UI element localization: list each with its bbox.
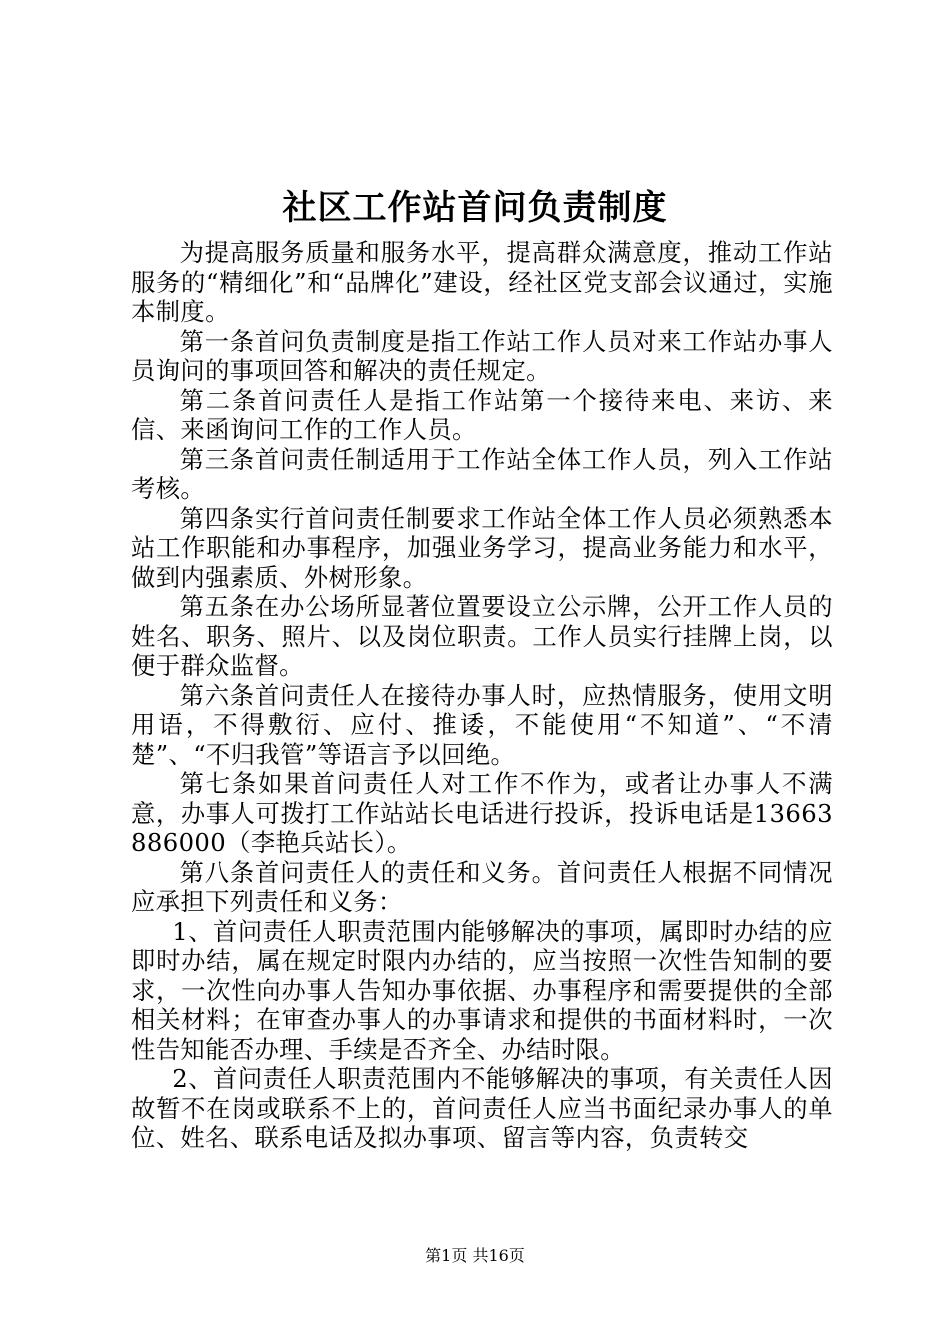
paragraph-article-4: 第四条实行首问责任制要求工作站全体工作人员必须熟悉本站工作职能和办事程序，加强业务学习，提高业务能力和水平，做到内强素质、外树形象。 — [131, 503, 833, 592]
paragraph-article-2: 第二条首问责任人是指工作站第一个接待来电、来访、来信、来函询问工作的工作人员。 — [131, 385, 833, 444]
paragraph-article-1: 第一条首问负责制度是指工作站工作人员对来工作站办事人员询问的事项回答和解决的责任规定。 — [131, 326, 833, 385]
paragraph-article-5: 第五条在办公场所显著位置要设立公示牌，公开工作人员的姓名、职务、照片、以及岗位职责。工作人员实行挂牌上岗，以便于群众监督。 — [131, 592, 833, 680]
paragraph-item-2: 2、首问责任人职责范围内不能够解决的事项，有关责任人因故暂不在岗或联系不上的，首问责任人应当书面纪录办事人的单位、姓名、联系电话及拟办事项、留言等内容，负责转交 — [131, 1064, 833, 1152]
paragraph-intro: 为提高服务质量和服务水平，提高群众满意度，推动工作站服务的“精细化”和“品牌化”建设，经社区党支部会议通过，实施本制度。 — [131, 238, 833, 326]
paragraph-article-6: 第六条首问责任人在接待办事人时，应热情服务，使用文明用语，不得敷衍、应付、推诿，不能使用“不知道”、“不清楚”、“不归我管”等语言予以回绝。 — [131, 680, 833, 769]
document-body — [131, 238, 833, 1153]
paragraph-item-1: 1、首问责任人职责范围内能够解决的事项，属即时办结的应即时办结，属在规定时限内办结的，应当按照一次性告知制的要求，一次性向办事人告知办事依据、办事程序和需要提供的全部相关材料；在审查办事人的办事请求和提供的书面材料时，一次性告知能否办理、手续是否齐全、办结时限。 — [131, 916, 833, 1064]
paragraph-article-7: 第七条如果首问责任人对工作不作为，或者让办事人不满意，办事人可拨打工作站站长电话进行投诉，投诉电话是13663886000（李艳兵站长）。 — [131, 769, 833, 857]
document-title: 社区工作站首问负责制度 — [282, 188, 668, 228]
paragraph-article-8: 第八条首问责任人的责任和义务。首问责任人根据不同情况应承担下列责任和义务： — [131, 857, 833, 916]
paragraph-article-3: 第三条首问责任制适用于工作站全体工作人员，列入工作站考核。 — [131, 444, 833, 503]
page-footer: 第1页 共16页 — [425, 1246, 525, 1265]
